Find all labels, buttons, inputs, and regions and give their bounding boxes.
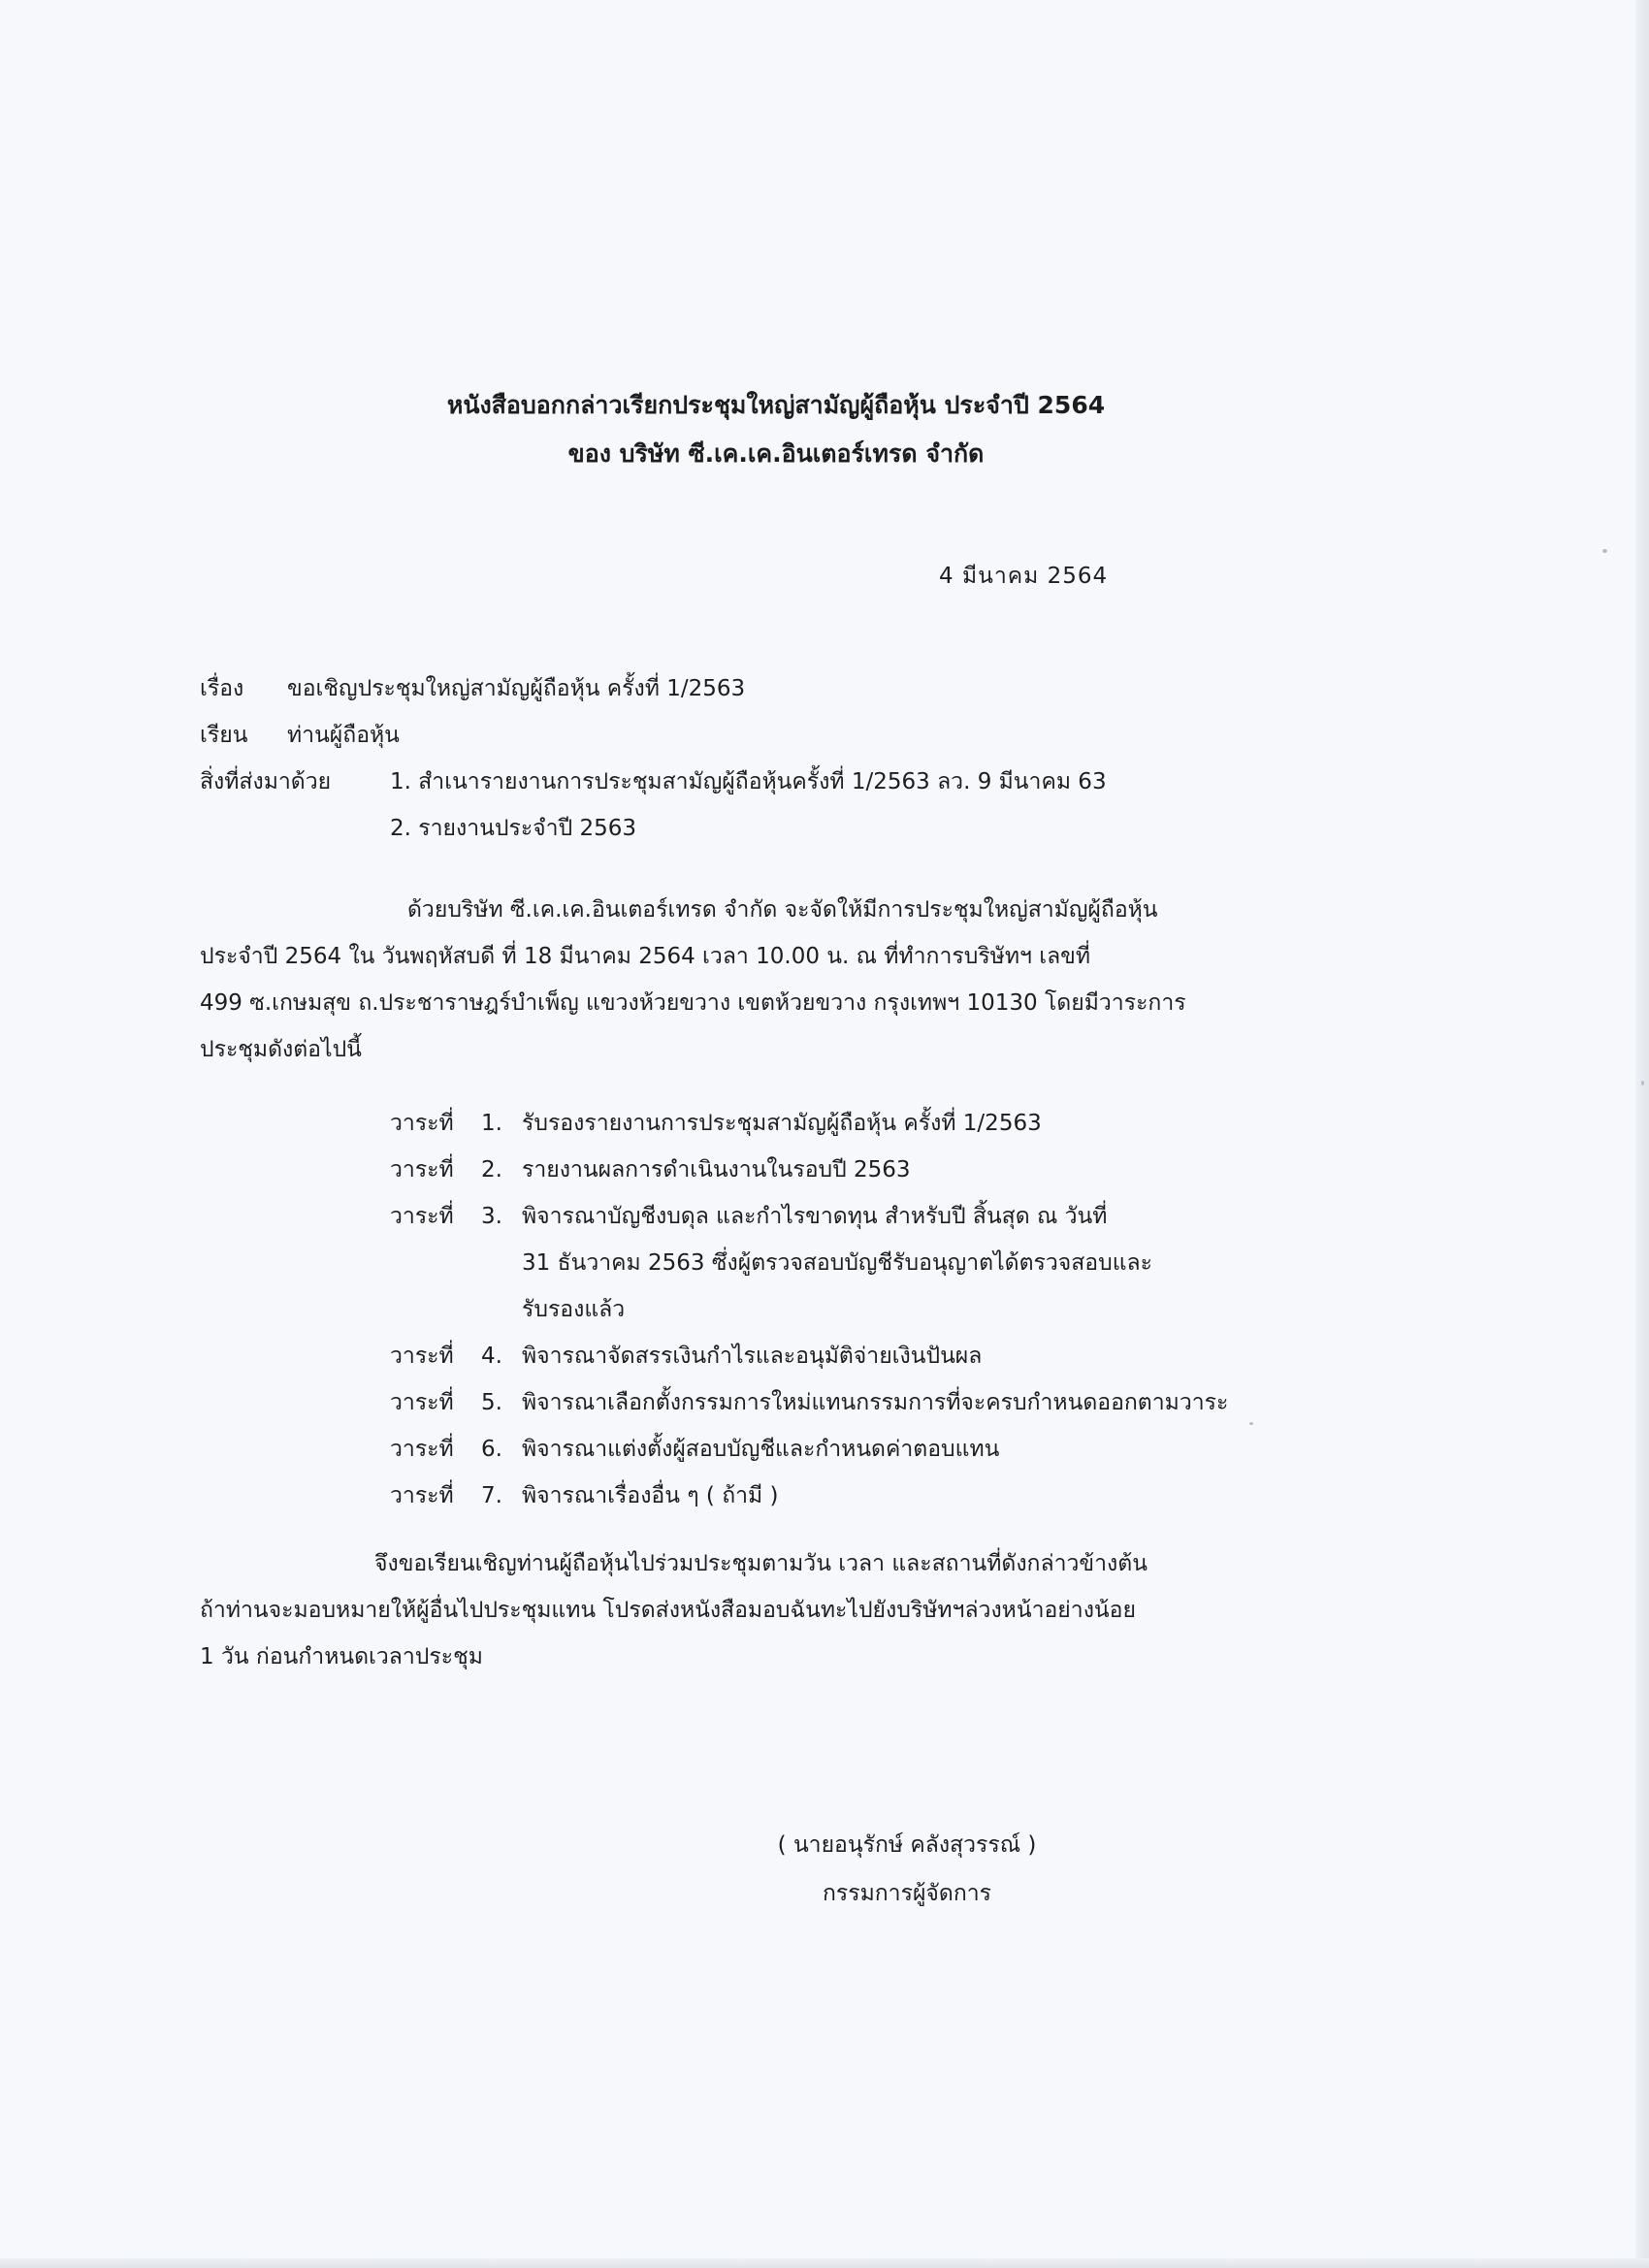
agenda-text: รายงานผลการดำเนินงานในรอบปี 2563 bbox=[522, 1157, 911, 1183]
agenda-item bbox=[390, 1333, 1228, 1379]
agenda-label: วาระที่ bbox=[390, 1157, 454, 1183]
agenda-item bbox=[390, 1193, 1228, 1240]
paragraph-line: 1 วัน ก่อนกำหนดเวลาประชุม bbox=[200, 1644, 483, 1669]
recipient-text: ท่านผู้ถือหุ้น bbox=[287, 723, 400, 748]
signatory-name: ( นายอนุรักษ์ คลังสุวรรณ์ ) bbox=[777, 1832, 1037, 1858]
paragraph-line: จึงขอเรียนเชิญท่านผู้ถือหุ้นไปร่วมประชุมตามวัน เวลา และสถานที่ดังกล่าวข้างต้น bbox=[374, 1551, 1148, 1576]
agenda-item bbox=[390, 1100, 1228, 1147]
agenda-number: 2. bbox=[481, 1157, 502, 1183]
paragraph-line: ด้วยบริษัท ซี.เค.เค.อินเตอร์เทรด จำกัด จะจัดให้มีการประชุมใหญ่สามัญผู้ถือหุ้น bbox=[407, 897, 1158, 923]
paragraph-line: ถ้าท่านจะมอบหมายให้ผู้อื่นไปประชุมแทน โปรดส่งหนังสือมอบฉันทะไปยังบริษัทฯล่วงหน้าอย่างน้อย bbox=[200, 1598, 1136, 1623]
enclosure-item: 1. สำเนารายงานการประชุมสามัญผู้ถือหุ้นครั้งที่ 1/2563 ลว. 9 มีนาคม 63 bbox=[390, 769, 1107, 794]
agenda-number: 7. bbox=[481, 1483, 502, 1508]
enclosure-item: 2. รายงานประจำปี 2563 bbox=[390, 816, 637, 841]
agenda-number: 6. bbox=[481, 1437, 502, 1462]
signatory-title: กรรมการผู้จัดการ bbox=[822, 1881, 992, 1906]
agenda-text: พิจารณาเลือกตั้งกรรมการใหม่แทนกรรมการที่จะครบกำหนดออกตามวาระ bbox=[522, 1390, 1229, 1415]
agenda-text: พิจารณาเรื่องอื่น ๆ ( ถ้ามี ) bbox=[522, 1483, 779, 1508]
enclosure-row bbox=[200, 764, 1107, 799]
agenda-list bbox=[390, 1100, 1228, 1519]
enclosure-label: สิ่งที่ส่งมาด้วย bbox=[200, 769, 332, 794]
recipient-row bbox=[200, 718, 400, 753]
letter-company: ของ บริษัท ซี.เค.เค.อินเตอร์เทรด จำกัด bbox=[567, 439, 985, 468]
agenda-label: วาระที่ bbox=[390, 1390, 454, 1415]
subject-text: ขอเชิญประชุมใหญ่สามัญผู้ถือหุ้น ครั้งที่ 1/2563 bbox=[287, 676, 746, 701]
closing-paragraph bbox=[200, 1540, 1148, 1680]
paragraph-line: ประชุมดังต่อไปนี้ bbox=[200, 1037, 362, 1062]
paragraph-line: ประจำปี 2564 ใน วันพฤหัสบดี ที่ 18 มีนาคม 2564 เวลา 10.00 น. ณ ที่ทำการบริษัทฯ เลขที่ bbox=[200, 944, 1091, 969]
letter-title: หนังสือบอกกล่าวเรียกประชุมใหญ่สามัญผู้ถือหุ้น ประจำปี 2564 bbox=[446, 391, 1106, 419]
paragraph-line: 499 ซ.เกษมสุข ถ.ประชาราษฎร์บำเพ็ญ แขวงห้วยขวาง เขตห้วยขวาง กรุงเทพฯ 10130 โดยมีวาระการ bbox=[200, 990, 1186, 1016]
agenda-text: พิจารณาบัญชีงบดุล และกำไรขาดทุน สำหรับปี สิ้นสุด ณ วันที่ bbox=[522, 1204, 1108, 1229]
agenda-label: วาระที่ bbox=[390, 1437, 454, 1462]
subject-row bbox=[200, 671, 745, 706]
letter-date: 4 มีนาคม 2564 bbox=[939, 564, 1109, 589]
agenda-item-continuation bbox=[390, 1286, 1228, 1333]
agenda-text: พิจารณาจัดสรรเงินกำไรและอนุมัติจ่ายเงินปันผล bbox=[522, 1344, 983, 1369]
body-paragraph bbox=[200, 887, 1186, 1073]
agenda-text: พิจารณาแต่งตั้งผู้สอบบัญชีและกำหนดค่าตอบแทน bbox=[522, 1437, 1000, 1462]
agenda-item bbox=[390, 1379, 1228, 1426]
agenda-number: 1. bbox=[481, 1111, 502, 1136]
agenda-item bbox=[390, 1473, 1228, 1519]
agenda-label: วาระที่ bbox=[390, 1111, 454, 1136]
agenda-item bbox=[390, 1147, 1228, 1193]
agenda-number: 5. bbox=[481, 1390, 502, 1415]
agenda-label: วาระที่ bbox=[390, 1344, 454, 1369]
agenda-text: 31 ธันวาคม 2563 ซึ่งผู้ตรวจสอบบัญชีรับอนุญาตได้ตรวจสอบและ bbox=[522, 1250, 1152, 1276]
agenda-number: 4. bbox=[481, 1344, 502, 1369]
agenda-label: วาระที่ bbox=[390, 1204, 454, 1229]
agenda-label: วาระที่ bbox=[390, 1483, 454, 1508]
subject-label: เรื่อง bbox=[200, 676, 244, 701]
agenda-text: รับรองรายงานการประชุมสามัญผู้ถือหุ้น ครั้งที่ 1/2563 bbox=[522, 1111, 1042, 1136]
agenda-item bbox=[390, 1426, 1228, 1473]
agenda-text: รับรองแล้ว bbox=[522, 1297, 626, 1322]
recipient-label: เรียน bbox=[200, 723, 248, 748]
agenda-number: 3. bbox=[481, 1204, 502, 1229]
agenda-item-continuation bbox=[390, 1240, 1228, 1286]
